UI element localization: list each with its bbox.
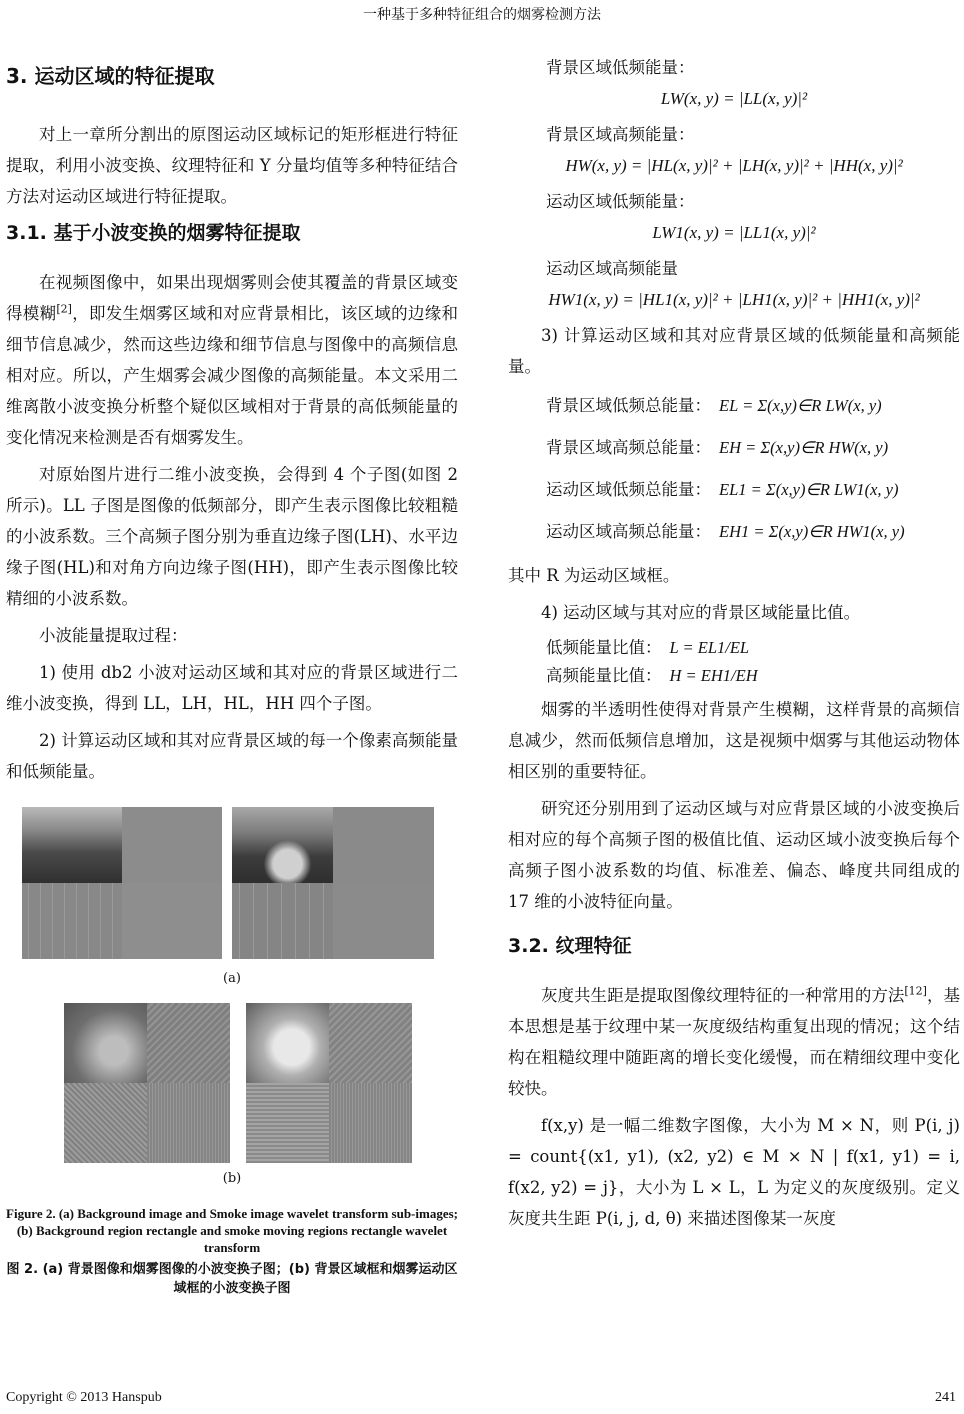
footer-copyright: Copyright © 2013 Hanspub (6, 1390, 162, 1405)
paragraph: 研究还分别用到了运动区域与对应背景区域的小波变换后相对应的每个高频子图的极值比值、运动区域小波变换后每个高频子图小波系数的均值、标准差、偏态、峰度共同组成的 17 维的小波特征向量。 (508, 799, 960, 911)
sum-el1: 运动区域低频总能量： EL1 = Σ(x,y)∈R LW1(x, y) (546, 480, 899, 499)
paragraph: 2) 计算运动区域和其对应背景区域的每一个像素高频能量和低频能量。 (6, 731, 458, 781)
paragraph: 3) 计算运动区域和其对应背景区域的低频能量和高频能量。 (508, 326, 960, 376)
sum-eh: 背景区域高频总能量： EH = Σ(x,y)∈R HW(x, y) (546, 438, 889, 457)
paragraph: 其中 R 为运动区域框。 (508, 566, 680, 585)
figure-2b-smoke-region (246, 1003, 412, 1163)
paragraph: 小波能量提取过程： (39, 626, 188, 645)
equation-hw1: HW1(x, y) = |HL1(x, y)|² + |LH1(x, y)|² + |HH1(x, y)|² (548, 290, 920, 309)
ratio-high: 高频能量比值： H = EH1/EH (546, 666, 758, 685)
citation: [2] (56, 302, 72, 316)
right-column (508, 52, 960, 1240)
paragraph: 1) 使用 db2 小波对运动区域和其对应的背景区域进行二维小波变换，得到 LL，LH，HL，HH 四个子图。 (6, 663, 458, 713)
paragraph: 4) 运动区域与其对应的背景区域能量比值。 (541, 603, 861, 622)
figure-caption-zh: 图 2. (a) 背景图像和烟雾图像的小波变换子图；(b) 背景区域框和烟雾运动区域框的小波变换子图 (6, 1262, 458, 1296)
citation: [12] (904, 984, 927, 998)
paragraph: 对原始图片进行二维小波变换，会得到 4 个子图(如图 2 所示)。LL 子图是图像的低频部分，即产生表示图像比较粗糙的小波系数。三个高频子图分别为垂直边缘子图(LH)、水平边缘子图(HL)和对角方向边缘子图(HH)，即产生表示图像比较精细的小波系数。 (6, 465, 458, 608)
sum-eh1: 运动区域高频总能量： EH1 = Σ(x,y)∈R HW1(x, y) (546, 522, 905, 541)
figure-label-a: (a) (223, 971, 241, 986)
label-background-low-energy: 背景区域低频能量： (546, 58, 695, 77)
equation-lw1: LW1(x, y) = |LL1(x, y)|² (652, 223, 816, 242)
label-background-high-energy: 背景区域高频能量： (546, 125, 695, 144)
subsection-title: 3.1. 基于小波变换的烟雾特征提取 (6, 222, 301, 244)
paragraph: f(x,y) 是一幅二维数字图像，大小为 M × N，则 P(i, j) = count{(x1, y1), (x2, y2) ∈ M × N | f(x1, y1) = i, f(x2, y2) = j}，大小为 L × L，L 为定义的灰度级别。定义灰度共生距 P(i, j, d, θ) 来描述图像某一灰度 (508, 1116, 960, 1228)
subsection-title: 3.2. 纹理特征 (508, 935, 632, 957)
sum-el: 背景区域低频总能量： EL = Σ(x,y)∈R LW(x, y) (546, 396, 882, 415)
paragraph: 对上一章所分割出的原图运动区域标记的矩形框进行特征提取，利用小波变换、纹理特征和 Y 分量均值等多种特征结合方法对运动区域进行特征提取。 (6, 125, 458, 206)
figure-2 (6, 807, 458, 1327)
equation-hw: HW(x, y) = |HL(x, y)|² + |LH(x, y)|² + |HH(x, y)|² (565, 156, 903, 175)
running-header: 一种基于多种特征组合的烟雾检测方法 (363, 7, 601, 23)
label-motion-high-energy: 运动区域高频能量 (546, 259, 678, 278)
ratio-low: 低频能量比值： L = EL1/EL (546, 638, 750, 657)
paragraph: 灰度共生距是提取图像纹理特征的一种常用的方法[12]，基本思想是基于纹理中某一灰度级结构重复出现的情况；这个结构在粗糙纹理中随距离的增长变化缓慢，而在精细纹理中变化较快。 (508, 984, 961, 1098)
paragraph: 在视频图像中，如果出现烟雾则会使其覆盖的背景区域变得模糊[2]，即发生烟雾区域和对应背景相比，该区域的边缘和细节信息减少，然而这些边缘和细节信息与图像中的高频信息相对应。所以，产生烟雾会减少图像的高频能量。本文采用二维离散小波变换分析整个疑似区域相对于背景的高低频能量的变化情况来检测是否有烟雾发生。 (6, 273, 459, 447)
equation-lw: LW(x, y) = |LL(x, y)|² (660, 89, 808, 108)
section-title: 3. 运动区域的特征提取 (6, 64, 215, 88)
figure-label-b: (b) (222, 1171, 242, 1186)
figure-2a-smoke-image (232, 807, 434, 959)
footer-page-number: 241 (935, 1390, 956, 1405)
paragraph: 烟雾的半透明性使得对背景产生模糊，这样背景的高频信息减少，然而低频信息增加，这是视频中烟雾与其他运动物体相区别的重要特征。 (508, 700, 960, 781)
figure-2b-background-region (64, 1003, 230, 1163)
label-motion-low-energy: 运动区域低频能量： (546, 192, 695, 211)
left-column (6, 60, 458, 1327)
figure-2a-background-image (22, 807, 222, 959)
figure-caption-en: Figure 2. (a) Background image and Smoke image wavelet transform sub-images; (b) Background region rectangle and smoke moving regions rectangle wavelet transform (6, 1206, 458, 1255)
